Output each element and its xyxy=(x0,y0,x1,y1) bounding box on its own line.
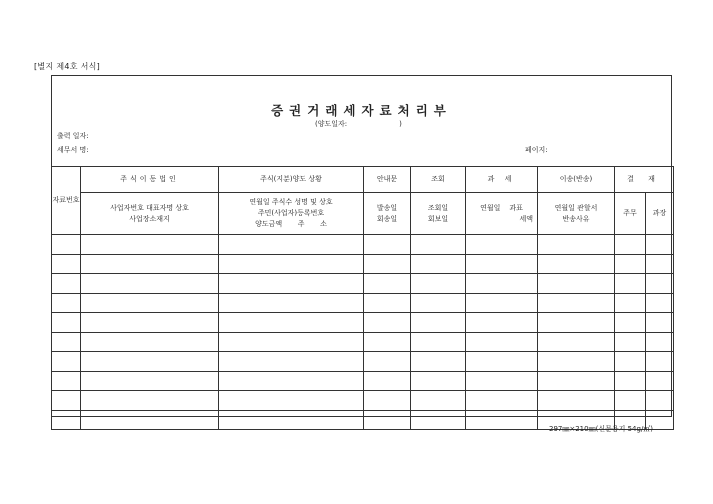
table-cell xyxy=(219,254,364,274)
tax-office-label: 세무서 명: xyxy=(57,146,89,154)
subheader-taxation-line2: 세액 xyxy=(519,214,533,223)
table-cell xyxy=(364,391,411,411)
table-cell xyxy=(646,371,674,391)
table-cell xyxy=(466,293,538,313)
table-row xyxy=(52,313,674,333)
subheader-transfer xyxy=(538,193,615,235)
table-cell xyxy=(646,235,674,255)
table-cell xyxy=(81,274,219,294)
table-row xyxy=(52,391,674,411)
table-cell xyxy=(615,391,646,411)
table-cell xyxy=(52,352,81,372)
transfer-date-field xyxy=(315,119,402,129)
table-cell xyxy=(81,391,219,411)
table-row xyxy=(52,254,674,274)
table-cell xyxy=(411,352,466,372)
table-cell xyxy=(52,235,81,255)
table-cell xyxy=(81,235,219,255)
table-cell xyxy=(466,313,538,333)
table-cell xyxy=(646,332,674,352)
table-cell xyxy=(615,371,646,391)
table-cell xyxy=(646,274,674,294)
table-row xyxy=(52,274,674,294)
table-row xyxy=(52,352,674,372)
subheader-transfer-line3: 양도금액 주 소 xyxy=(255,219,327,228)
header-notice: 안내문 xyxy=(364,167,411,193)
header-transfer: 이송(반송) xyxy=(538,167,615,193)
table-cell xyxy=(646,293,674,313)
table-cell xyxy=(411,391,466,411)
paper-spec-footer: 297㎜×210㎜(신문용지 54g/㎡) xyxy=(549,425,654,433)
table-cell xyxy=(538,235,615,255)
table-cell xyxy=(364,274,411,294)
table-cell xyxy=(52,371,81,391)
table-cell xyxy=(364,235,411,255)
table-cell xyxy=(52,313,81,333)
table-cell xyxy=(364,332,411,352)
table-row xyxy=(52,235,674,255)
table-cell xyxy=(81,332,219,352)
subheader-transfer-line1: 연월일 주식수 성명 및 상호 xyxy=(249,198,333,207)
table-cell xyxy=(364,352,411,372)
table-cell xyxy=(52,293,81,313)
subheader-transfer-sub-line1: 연월일 관할서 xyxy=(554,203,598,212)
table-cell xyxy=(81,313,219,333)
subheader-notice-line2: 회송일 xyxy=(376,214,398,223)
table-cell xyxy=(411,274,466,294)
header-inquiry: 조회 xyxy=(411,167,466,193)
table-cell xyxy=(364,293,411,313)
table-cell xyxy=(466,254,538,274)
subheader-transfer-sub-line2: 반송사유 xyxy=(562,214,590,223)
table-cell xyxy=(615,274,646,294)
table-cell xyxy=(219,371,364,391)
subheader-notice-line1: 발송일 xyxy=(376,203,398,212)
transfer-date-close: ) xyxy=(399,120,402,128)
table-cell xyxy=(615,313,646,333)
table-cell xyxy=(81,410,219,430)
table-cell xyxy=(466,235,538,255)
table-cell xyxy=(615,293,646,313)
subheader-inquiry-line2: 회보일 xyxy=(427,214,449,223)
subheader-issuer xyxy=(81,193,219,235)
table-cell xyxy=(466,391,538,411)
table-cell xyxy=(52,332,81,352)
output-date-label: 출력 일자: xyxy=(57,132,89,140)
table-cell xyxy=(466,332,538,352)
subheader-approval-staff: 주무 xyxy=(615,193,646,235)
ledger-table xyxy=(51,166,674,430)
table-cell xyxy=(538,274,615,294)
page-number-label: 페이지: xyxy=(525,146,548,154)
table-row xyxy=(52,371,674,391)
table-cell xyxy=(615,235,646,255)
table-cell xyxy=(466,274,538,294)
transfer-date-label: (양도일자: xyxy=(315,120,348,128)
subheader-inquiry xyxy=(411,193,466,235)
table-cell xyxy=(219,274,364,294)
header-approval: 결 재 xyxy=(615,167,674,193)
table-cell xyxy=(219,235,364,255)
table-cell xyxy=(219,313,364,333)
table-cell xyxy=(538,371,615,391)
table-cell xyxy=(219,410,364,430)
table-cell xyxy=(411,332,466,352)
table-cell xyxy=(538,332,615,352)
ledger-frame xyxy=(51,75,672,417)
table-cell xyxy=(615,352,646,372)
table-cell xyxy=(364,313,411,333)
subheader-approval-chief: 과장 xyxy=(646,193,674,235)
table-cell xyxy=(364,410,411,430)
table-cell xyxy=(646,313,674,333)
subheader-taxation-line1: 연월일 과표 xyxy=(480,203,523,212)
table-cell xyxy=(219,332,364,352)
table-cell xyxy=(411,254,466,274)
subheader-issuer-line1: 사업자번호 대표자명 상호 xyxy=(110,203,189,212)
table-cell xyxy=(81,371,219,391)
table-cell xyxy=(219,293,364,313)
table-cell xyxy=(411,313,466,333)
header-transfer-status: 주식(지분)양도 상황 xyxy=(219,167,364,193)
table-cell xyxy=(538,391,615,411)
table-cell xyxy=(646,391,674,411)
table-cell xyxy=(615,254,646,274)
subheader-issuer-line2: 사업장소재지 xyxy=(129,214,170,223)
table-cell xyxy=(81,254,219,274)
page-title: 증권거래세자료처리부 xyxy=(271,103,452,118)
subheader-inquiry-line1: 조회일 xyxy=(427,203,449,212)
table-cell xyxy=(466,410,538,430)
form-number-label: [별지 제4호 서식] xyxy=(34,62,101,71)
table-cell xyxy=(52,254,81,274)
table-cell xyxy=(411,410,466,430)
table-cell xyxy=(615,332,646,352)
table-cell xyxy=(646,352,674,372)
table-cell xyxy=(52,274,81,294)
table-cell xyxy=(538,352,615,372)
table-cell xyxy=(52,391,81,411)
table-cell xyxy=(466,352,538,372)
table-cell xyxy=(364,371,411,391)
ledger-rows xyxy=(52,235,674,430)
table-cell xyxy=(646,254,674,274)
table-cell xyxy=(52,410,81,430)
header-issuer: 주식이동법인 xyxy=(81,167,219,193)
table-cell xyxy=(538,293,615,313)
header-record-no: 자료번호 xyxy=(52,167,81,235)
table-cell xyxy=(411,293,466,313)
table-row xyxy=(52,293,674,313)
table-cell xyxy=(538,254,615,274)
table-cell xyxy=(219,391,364,411)
table-cell xyxy=(411,371,466,391)
subheader-transfer-status xyxy=(219,193,364,235)
subheader-notice xyxy=(364,193,411,235)
table-cell xyxy=(364,254,411,274)
table-cell xyxy=(466,371,538,391)
header-taxation: 과 세 xyxy=(466,167,538,193)
table-cell xyxy=(219,352,364,372)
table-cell xyxy=(81,352,219,372)
table-cell xyxy=(81,293,219,313)
subheader-taxation xyxy=(466,193,538,235)
subheader-transfer-line2: 주민(사업자)등록번호 xyxy=(257,209,325,218)
table-cell xyxy=(411,235,466,255)
table-row xyxy=(52,332,674,352)
table-cell xyxy=(538,313,615,333)
